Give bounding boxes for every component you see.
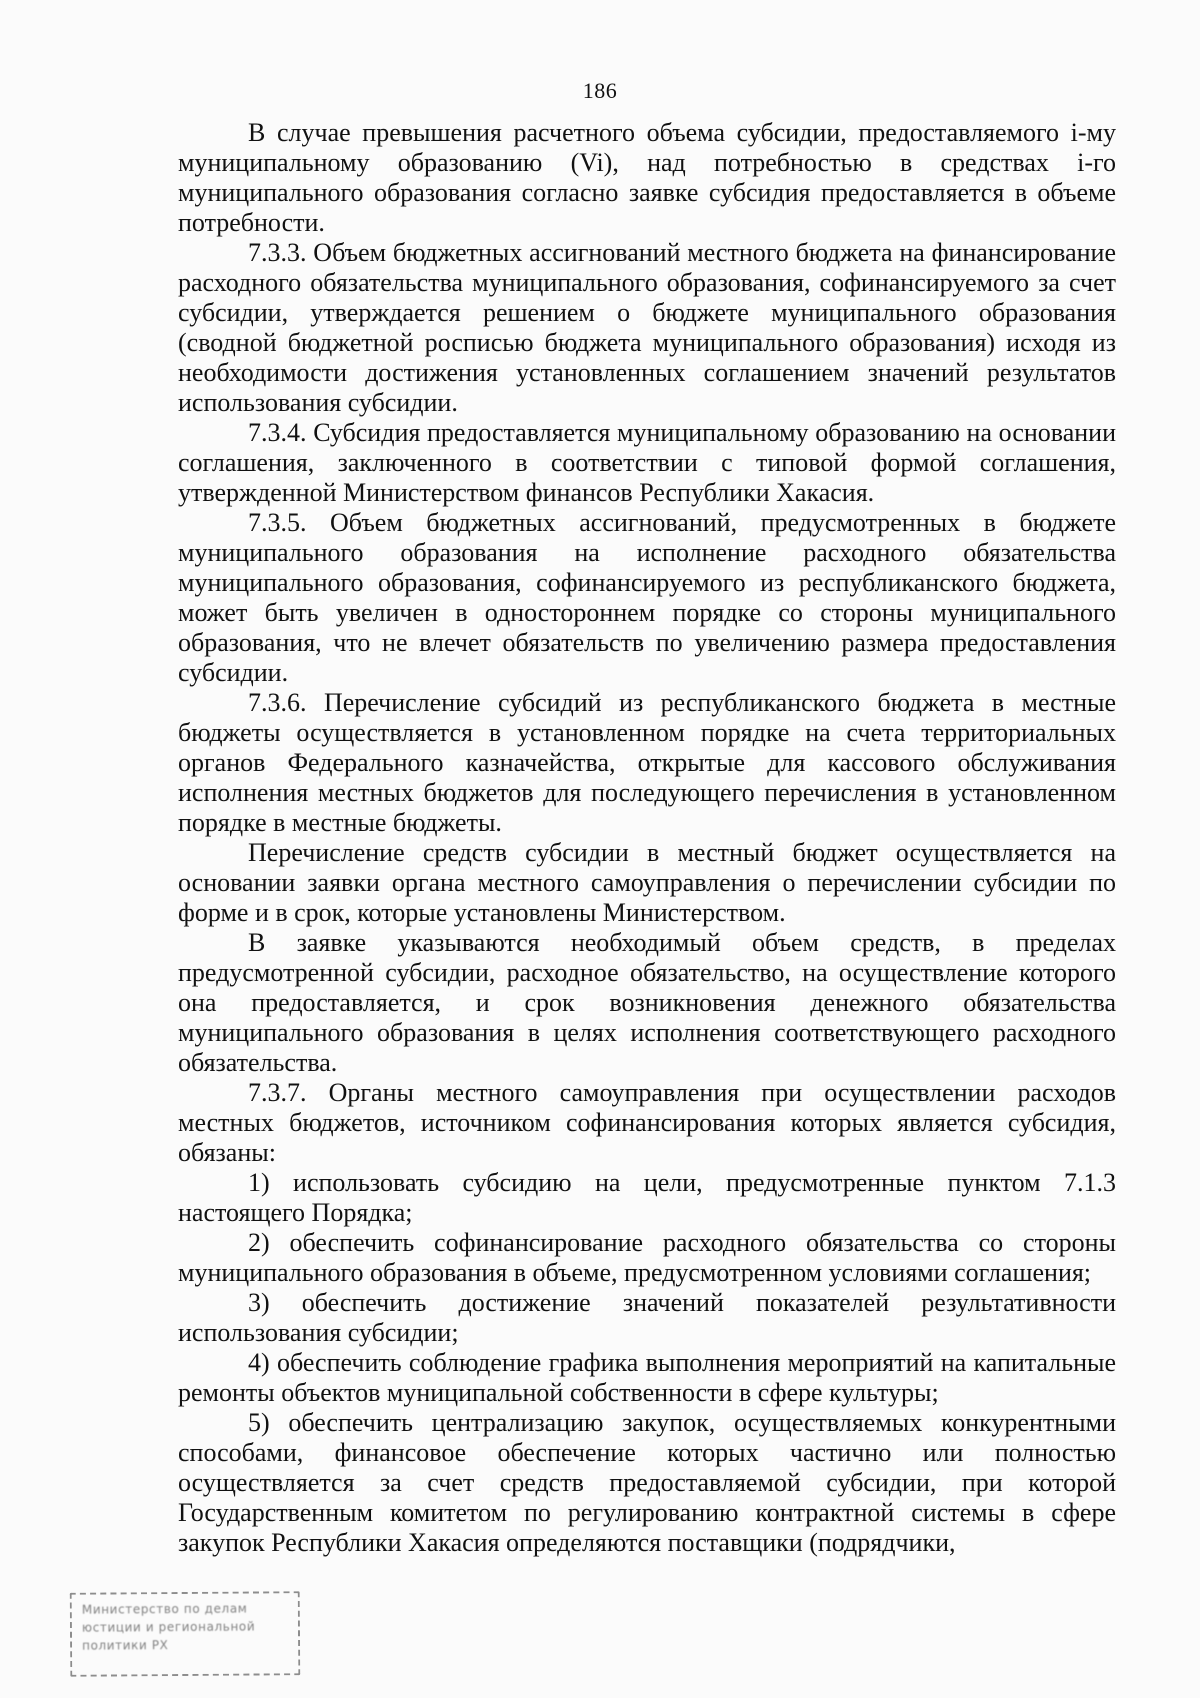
list-item-2: 2) обеспечить софинансирование расходного обязательства со стороны муниципального образования в объеме, предусмотренном условиями соглашения; — [178, 1228, 1116, 1287]
list-item-5: 5) обеспечить централизацию закупок, осуществляемых конкурентными способами, финансовое обеспечение которых частично или полностью осуществляется за счет средств предоставляемой субсидии, при которой Государственным комитетом по регулированию контрактной системы в сфере закупок Республики Хакасия определяются поставщики (подрядчики, — [178, 1408, 1116, 1557]
paragraph-request-contents: В заявке указываются необходимый объем средств, в пределах предусмотренной субсидии, расходное обязательство, на осуществление которого она предоставляется, и срок возникновения денежного обязательства муниципального образования в целях исполнения соответствующего расходного обязательства. — [178, 928, 1116, 1077]
stamp-line-3: политики РХ — [82, 1638, 169, 1653]
list-item-1: 1) использовать субсидию на цели, предусмотренные пунктом 7.1.3 настоящего Порядка; — [178, 1168, 1116, 1227]
list-item-3: 3) обеспечить достижение значений показателей результативности использования субсидии; — [178, 1288, 1116, 1347]
document-body — [178, 118, 1116, 1558]
paragraph-7-3-3: 7.3.3. Объем бюджетных ассигнований местного бюджета на финансирование расходного обязательства муниципального образования, софинансируемого за счет субсидии, утверждается решением о бюджете муниципального образования (сводной бюджетной росписью бюджета муниципального образования) исходя из необходимости достижения установленных соглашением значений результатов использования субсидии. — [178, 238, 1116, 417]
paragraph-7-3-6: 7.3.6. Перечисление субсидий из республиканского бюджета в местные бюджеты осуществляется в установленном порядке на счета территориальных органов Федерального казначейства, открытые для кассового обслуживания исполнения местных бюджетов для последующего перечисления в установленном порядке в местные бюджеты. — [178, 688, 1116, 837]
paragraph-7-3-4: 7.3.4. Субсидия предоставляется муниципальному образованию на основании соглашения, заключенного в соответствии с типовой формой соглашения, утвержденной Министерством финансов Республики Хакасия. — [178, 418, 1116, 507]
paragraph-transfer-request: Перечисление средств субсидии в местный бюджет осуществляется на основании заявки органа местного самоуправления о перечислении субсидии по форме и в срок, которые установлены Министерством. — [178, 838, 1116, 927]
paragraph-excess-subsidy: В случае превышения расчетного объема субсидии, предоставляемого i-му муниципальному образованию (Vi), над потребностью в средствах i-го муниципального образования согласно заявке субсидия предоставляется в объеме потребности. — [178, 118, 1116, 237]
paragraph-7-3-7: 7.3.7. Органы местного самоуправления при осуществлении расходов местных бюджетов, источником софинансирования которых является субсидия, обязаны: — [178, 1078, 1116, 1167]
stamp-line-2: юстиции и региональной — [81, 1619, 256, 1635]
stamp-line-1: Министерство по делам — [81, 1601, 248, 1617]
registration-stamp — [70, 1591, 301, 1677]
paragraph-7-3-5: 7.3.5. Объем бюджетных ассигнований, предусмотренных в бюджете муниципального образования на исполнение расходного обязательства муниципального образования, софинансируемого из республиканского бюджета, может быть увеличен в одностороннем порядке со стороны муниципального образования, что не влечет обязательств по увеличению размера предоставления субсидии. — [178, 508, 1116, 687]
page-number: 186 — [582, 78, 618, 103]
list-item-4: 4) обеспечить соблюдение графика выполнения мероприятий на капитальные ремонты объектов муниципальной собственности в сфере культуры; — [178, 1348, 1116, 1407]
